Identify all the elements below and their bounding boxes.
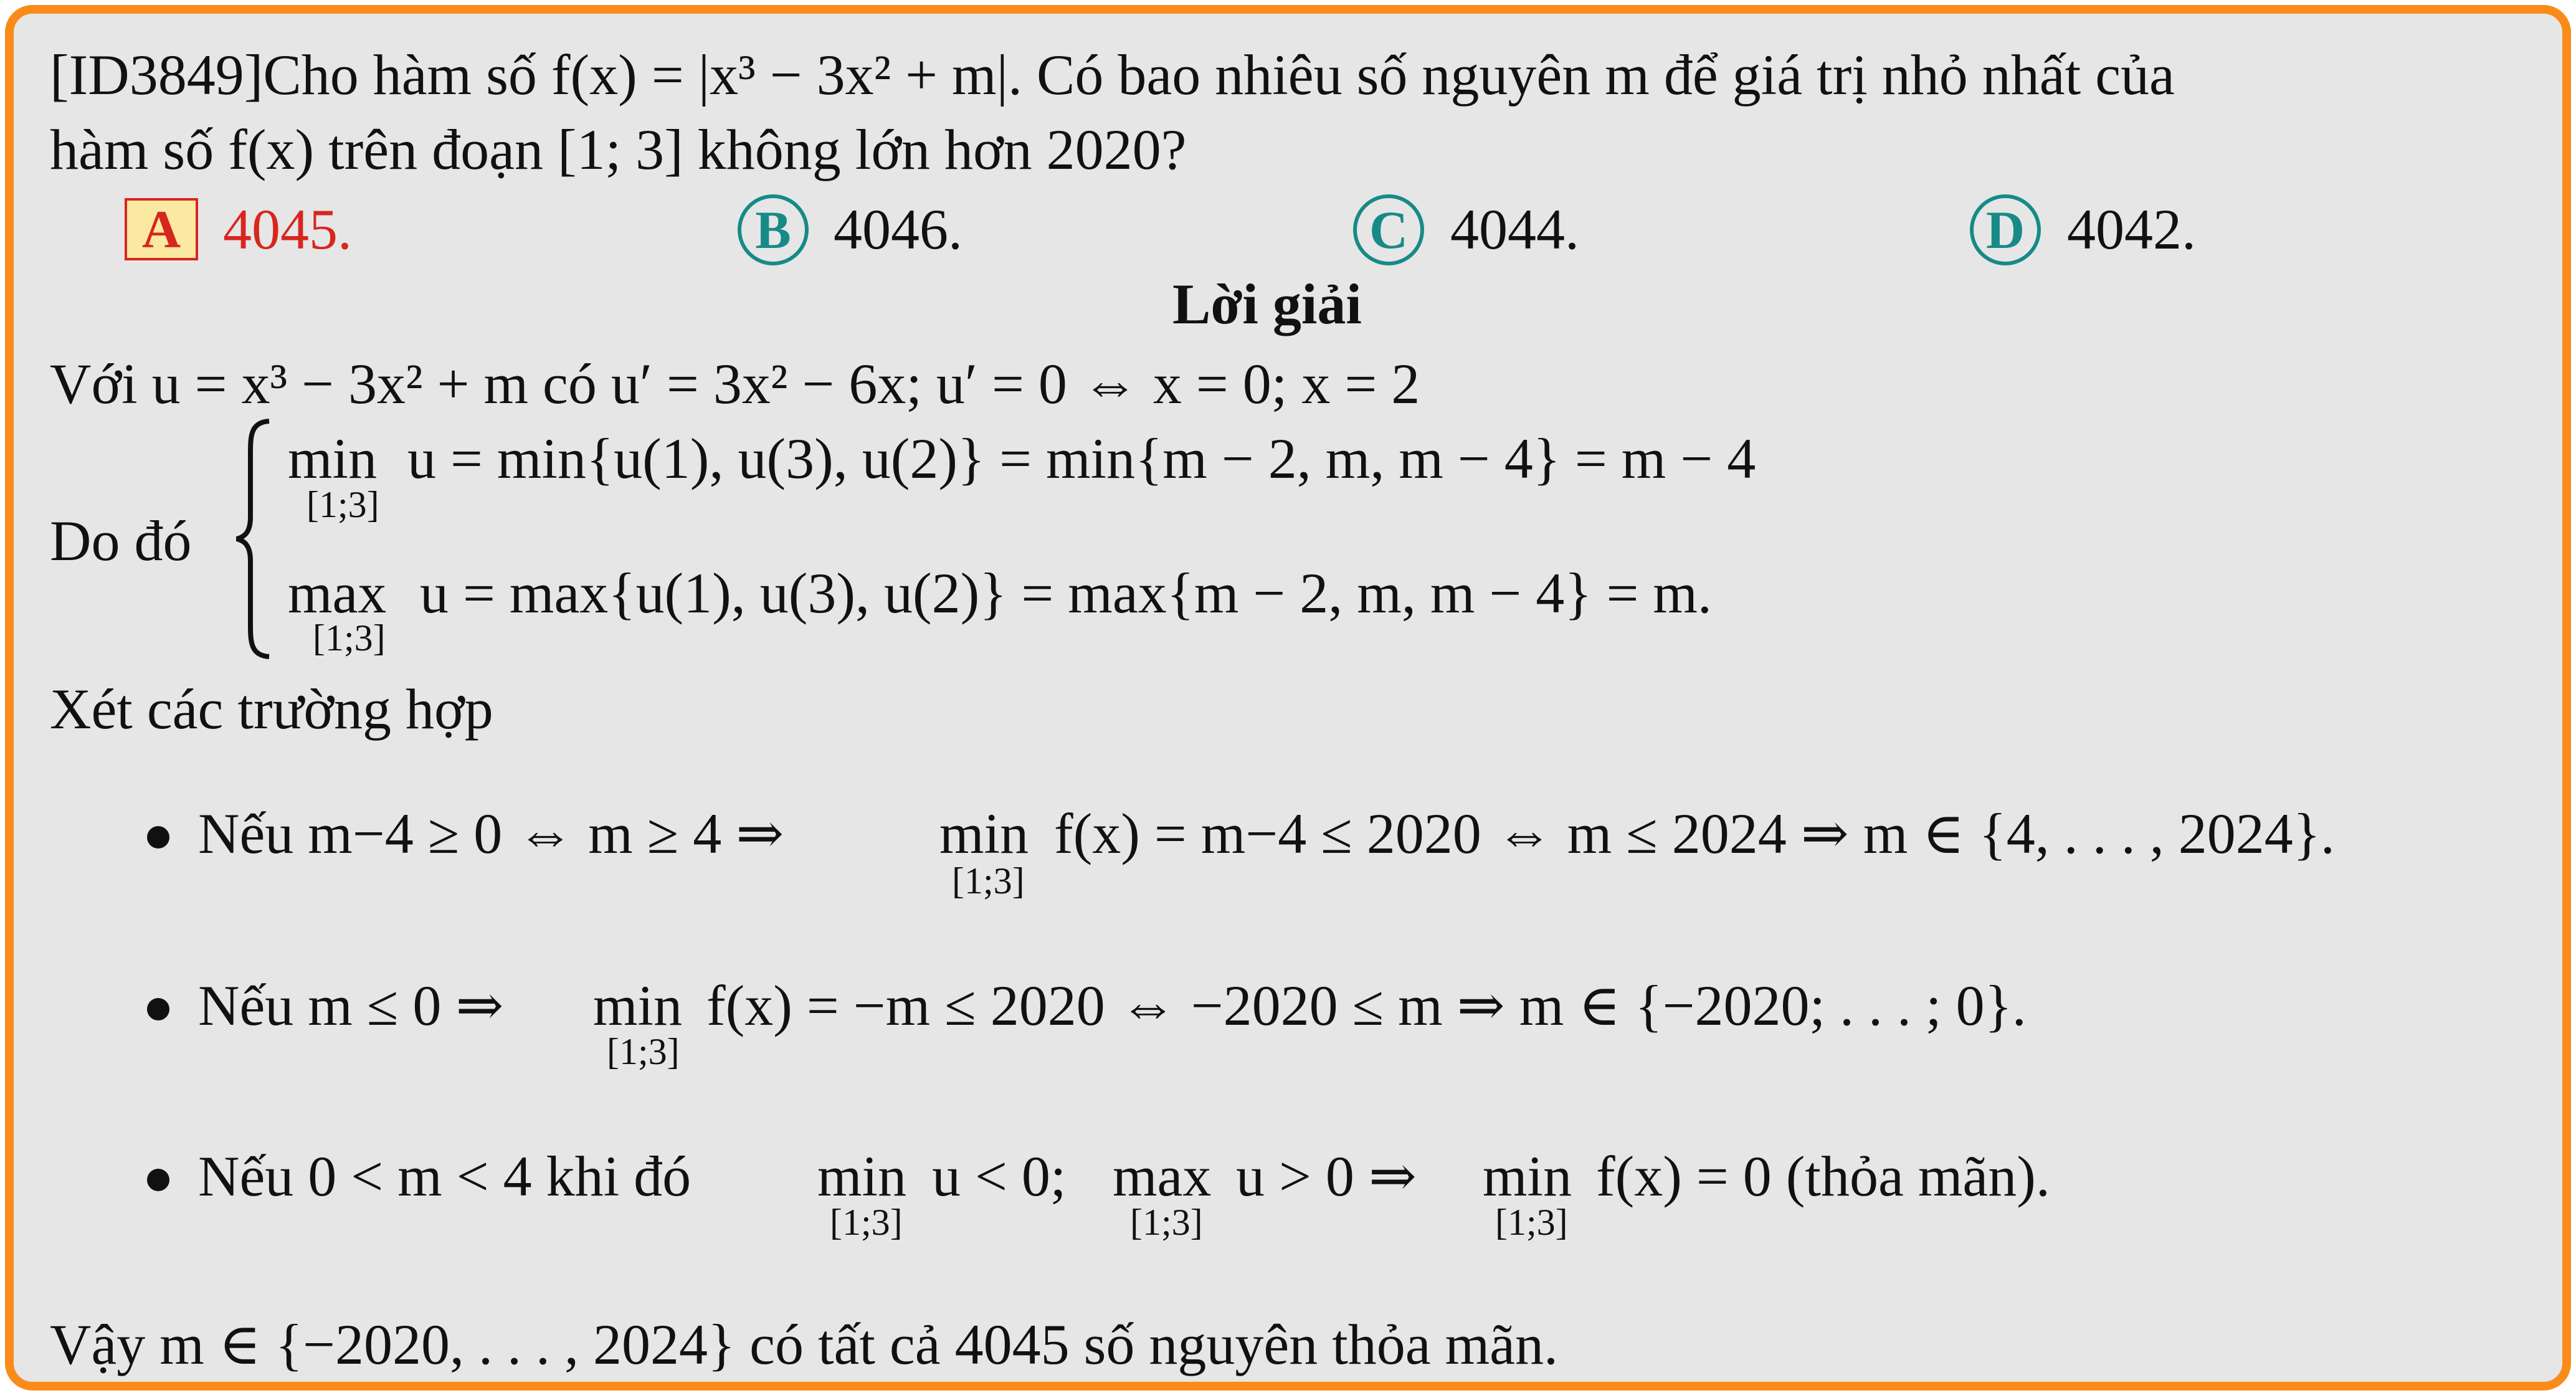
- choice-c-label[interactable]: C: [1353, 194, 1424, 265]
- bullet-1: [147, 826, 169, 849]
- case3-mid-2: u > 0 ⇒: [1236, 1144, 1417, 1208]
- max-operator: max: [288, 561, 387, 625]
- choice-d-value[interactable]: 4042.: [2067, 197, 2196, 261]
- choice-c-value[interactable]: 4044.: [1450, 197, 1579, 261]
- choice-a-value[interactable]: 4045.: [223, 197, 352, 261]
- choice-b-value[interactable]: 4046.: [834, 197, 962, 261]
- choice-b-label[interactable]: B: [738, 194, 809, 265]
- case2-before: Nếu m ≤ 0 ⇒: [198, 974, 504, 1037]
- bullet-3: [147, 1169, 169, 1191]
- case3-subscript-2: [1;3]: [1130, 1202, 1203, 1243]
- case3-operator-3: min: [1483, 1144, 1572, 1208]
- left-brace-icon: [232, 417, 275, 660]
- choice-d-label[interactable]: D: [1970, 194, 2041, 265]
- solution-title: Lời giải: [1172, 272, 1362, 336]
- case2-operator: min: [593, 974, 683, 1037]
- cases-intro: Xét các trường hợp: [50, 677, 493, 741]
- case3-operator-2: max: [1113, 1144, 1212, 1208]
- min-line-rest: u = min{u(1), u(3), u(2)} = min{m − 2, m, m − 4} = m − 4: [407, 427, 1756, 490]
- question-line-2: hàm số f(x) trên đoạn [1; 3] không lớn hơn 2020?: [50, 118, 1187, 181]
- case2-after: f(x) = −m ≤ 2020 ⇔ −2020 ≤ m ⇒ m ∈ {−2020; . . . ; 0}.: [706, 974, 2027, 1037]
- case3-after: f(x) = 0 (thỏa mãn).: [1596, 1144, 2050, 1208]
- max-subscript: [1;3]: [313, 617, 386, 658]
- question-line-1: [ID3849]Cho hàm số f(x) = |x³ − 3x² + m|. Có bao nhiêu số nguyên m để giá trị nhỏ nhất của: [50, 43, 2175, 107]
- case2-subscript: [1;3]: [607, 1031, 680, 1072]
- conclusion: Vậy m ∈ {−2020, . . . , 2024} có tất cả 4045 số nguyên thỏa mãn.: [50, 1313, 1559, 1376]
- bullet-2: [147, 998, 169, 1020]
- min-subscript: [1;3]: [307, 484, 379, 525]
- case1-subscript: [1;3]: [952, 860, 1025, 901]
- case3-before: Nếu 0 < m < 4 khi đó: [198, 1144, 692, 1208]
- case1-operator: min: [939, 802, 1029, 865]
- case3-subscript-3: [1;3]: [1495, 1202, 1568, 1243]
- case1-after: f(x) = m−4 ≤ 2020 ⇔ m ≤ 2024 ⇒ m ∈ {4, . . . , 2024}.: [1054, 802, 2335, 865]
- derivative-line: Với u = x³ − 3x² + m có u′ = 3x² − 6x; u′ = 0 ⇔ x = 0; x = 2: [50, 352, 1420, 416]
- problem-card: [5, 5, 2571, 1391]
- case1-before: Nếu m−4 ≥ 0 ⇔ m ≥ 4 ⇒: [198, 802, 784, 865]
- case3-subscript-1: [1;3]: [830, 1202, 903, 1243]
- choice-a-label[interactable]: A: [125, 198, 198, 260]
- case3-mid-1: u < 0;: [932, 1144, 1067, 1208]
- case3-operator-1: min: [817, 1144, 907, 1208]
- min-operator: min: [288, 427, 378, 490]
- do-do-label: Do đó: [50, 509, 192, 573]
- max-line-rest: u = max{u(1), u(3), u(2)} = max{m − 2, m, m − 4} = m.: [420, 561, 1712, 625]
